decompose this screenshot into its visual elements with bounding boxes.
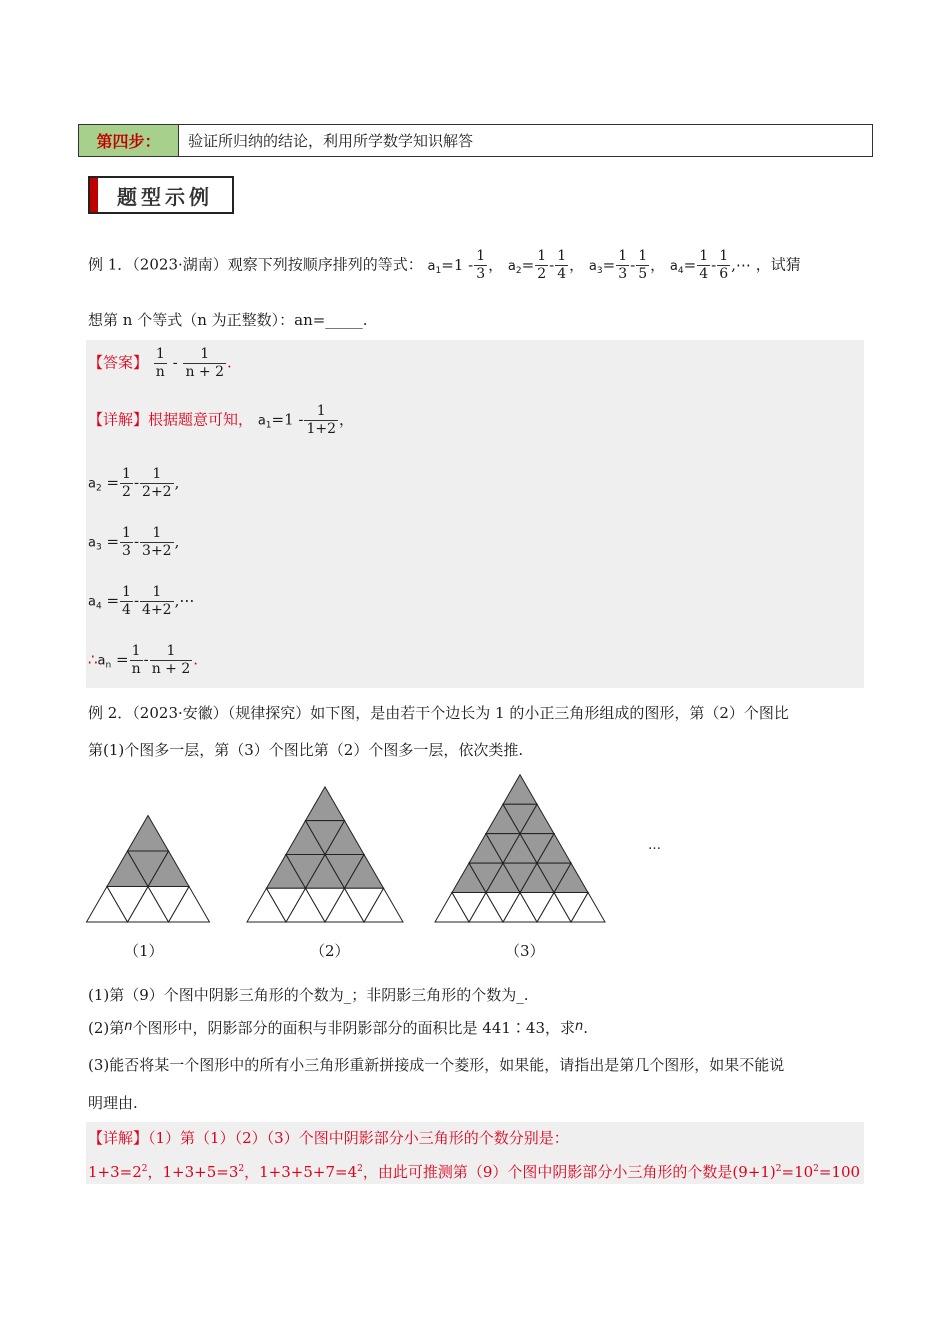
small-triangle — [306, 787, 345, 821]
step-label: 第四步： — [79, 125, 179, 156]
step-text: 验证所归纳的结论，利用所学数学知识解答 — [188, 132, 474, 150]
detail1-an: $\therefore a_n$ = $\frac{1}{n}$ - $\frac{1}{n + 2}$ . — [88, 643, 199, 677]
banner-bar — [90, 178, 98, 212]
q2: (2)第n个图形中，阴影部分的面积与非阴影部分的面积比是 441∶43，求n. — [88, 1019, 589, 1037]
ellipsis: … — [648, 838, 661, 853]
eq3: $a_3=$ $\frac{1}{3}$ - $\frac{1}{5}$ ， — [588, 248, 666, 282]
eq1: $a_1=1$ - $\frac{1}{3}$ ， — [427, 248, 504, 282]
example1-prefix: 例 1．（2023·湖南）观察下列按顺序排列的等式： — [88, 255, 423, 274]
q3-line2: 明理由. — [88, 1094, 138, 1112]
detail1-a3: $a_3$ = $\frac{1}{3}$ - $\frac{1}{3+2}$ , — [88, 525, 180, 559]
detail2-text: （1）第（1）（2）（3）个图中阴影部分小三角形的个数分别是： — [148, 1129, 569, 1147]
example1-line1 — [88, 248, 801, 283]
caption-1: （1） — [124, 942, 164, 960]
eq2: $a_2=$ $\frac{1}{2}$ - $\frac{1}{4}$ ， — [507, 248, 585, 282]
example2-line2: 第(1)个图多一层，第（3）个图比第（2）个图多一层，依次类推. — [88, 741, 524, 759]
answer1-line: 【答案】 $\frac{1}{n}$ - $\frac{1}{n + 2}$ . — [88, 346, 232, 380]
detail-tag: 【详解】 — [88, 410, 149, 429]
detail2-line1 — [88, 1127, 569, 1148]
section-banner — [88, 176, 234, 214]
answer-tag: 【答案】 — [88, 353, 149, 372]
eq4: $a_4=$ $\frac{1}{4}$ - $\frac{1}{6}$ ,⋯ — [669, 248, 751, 282]
example1-suffix: ，试猜 — [755, 255, 801, 274]
detail2-tag: 【详解】 — [88, 1129, 149, 1147]
caption-2: （2） — [310, 942, 350, 960]
detail1-a2: $a_2$ = $\frac{1}{2}$ - $\frac{1}{2+2}$ , — [88, 466, 180, 500]
detail1-line: 【详解】根据题意可知， $a_1=1$ - $\frac{1}{1+2}$ ， — [88, 403, 355, 437]
example2-line1: 例 2．（2023·安徽）（规律探究）如下图，是由若干个边长为 1 的小正三角形组成的图形，第（2）个图比 — [88, 704, 789, 722]
detail1-a4: $a_4$ = $\frac{1}{4}$ - $\frac{1}{4+2}$ ,⋯ — [88, 584, 195, 618]
detail-text: 根据题意可知， — [148, 410, 254, 429]
triangle-figures — [80, 770, 680, 930]
answer1-box — [86, 340, 864, 688]
small-triangle — [128, 815, 169, 851]
small-triangle — [503, 775, 537, 804]
detail2-line2: $1+3=2^2$，$1+3+5=3^2$，$1+3+5+7=4^2$，由此可推测第（9）个图中阴影部分小三角形的个数是$(9+1)^2=10^2=100$ — [88, 1163, 861, 1181]
step-table — [78, 124, 873, 157]
example1-line2: 想第 n 个等式（n 为正整数）：an=_____. — [88, 311, 368, 329]
q1: (1)第（9）个图中阴影三角形的个数为_；非阴影三角形的个数为_. — [88, 986, 529, 1004]
banner-title: 题型示例 — [117, 184, 213, 209]
q3-line1: (3)能否将某一个图形中的所有小三角形重新拼接成一个菱形，如果能，请指出是第几个图形，如果不能说 — [88, 1056, 785, 1074]
caption-3: （3） — [505, 942, 545, 960]
